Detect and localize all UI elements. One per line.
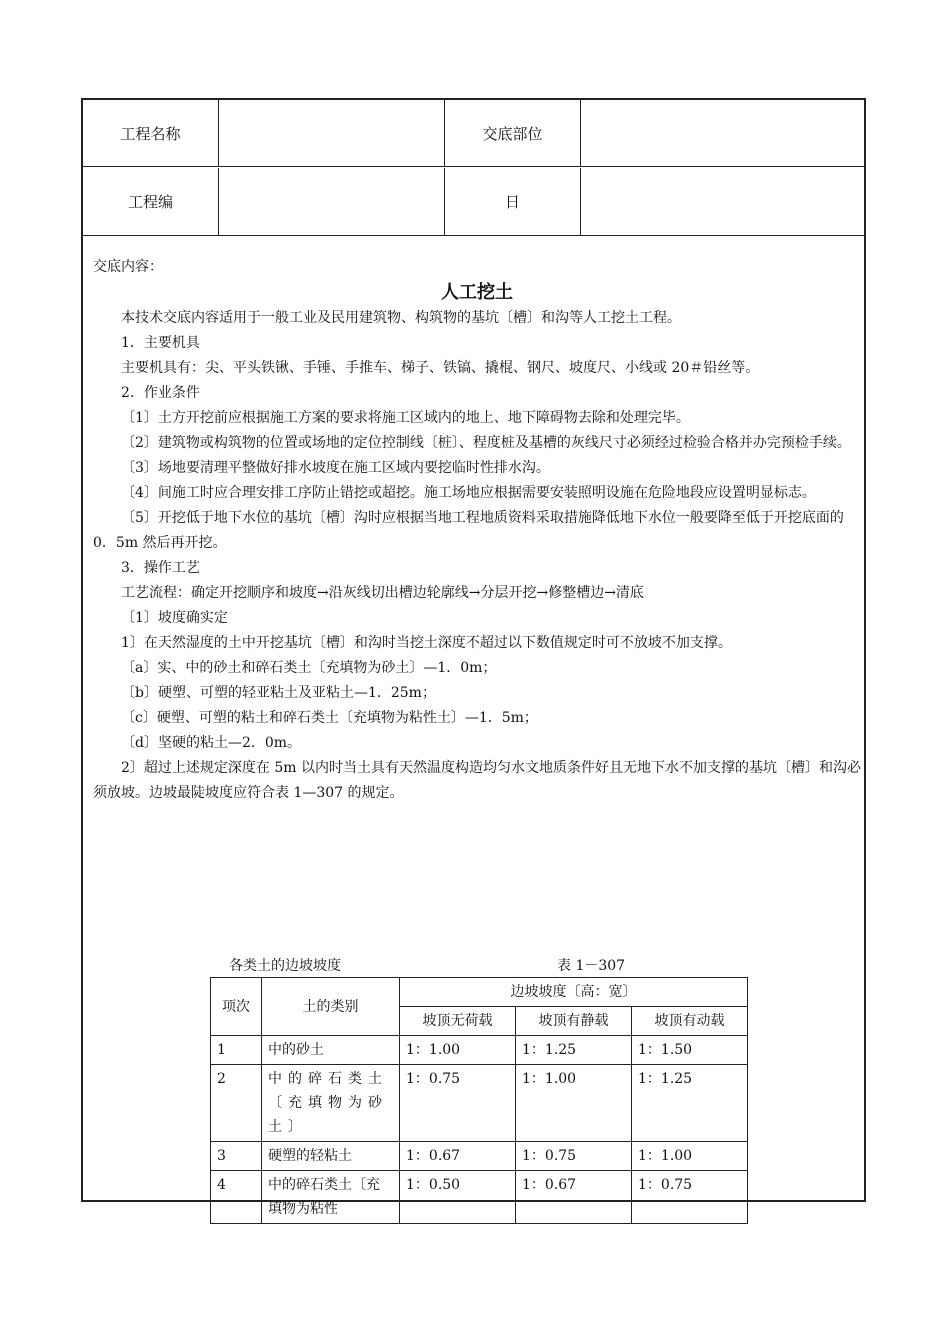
col-header-no-load: 坡顶无荷载 (400, 1007, 516, 1036)
briefing-content (93, 255, 861, 806)
paragraph: 主要机具有：尖、平头铁锹、手锤、手推车、梯子、铁镐、撬棍、钢尺、坡度尺、小线或 20＃铅丝等。 (121, 360, 760, 376)
content-label: 交底内容： (93, 259, 163, 275)
paragraph: 〔5〕开挖低于地下水位的基坑〔槽〕沟时应根据当地工程地质资料采取措施降低地下水位一般要降至低于开挖底面的 0．5m 然后再开挖。 (93, 510, 844, 551)
row-soil-type: 中的砂土 (262, 1036, 400, 1065)
row-static-load: 1：0.67 (516, 1171, 632, 1224)
row-no-load: 1：0.67 (400, 1142, 516, 1171)
row-no: 3 (211, 1142, 262, 1171)
project-name-value (219, 100, 445, 166)
col-header-dynamic-load: 坡顶有动载 (632, 1007, 748, 1036)
document-frame (81, 98, 866, 1217)
row-static-load: 1：1.00 (516, 1065, 632, 1142)
table-row (211, 1142, 748, 1171)
row-no: 2 (211, 1065, 262, 1142)
row-no-load: 1：1.00 (400, 1036, 516, 1065)
paragraph: 〔c〕硬塑、可塑的粘土和碎石类土〔充填物为粘性土〕—1．5m； (121, 710, 538, 726)
row-static-load: 1：0.75 (516, 1142, 632, 1171)
header-table (83, 100, 864, 236)
row-no-load: 1：0.75 (400, 1065, 516, 1142)
section-heading: 3．操作工艺 (121, 560, 200, 576)
paragraph: 工艺流程：确定开挖顺序和坡度→沿灰线切出槽边轮廓线→分层开挖→修整槽边→清底 (121, 585, 644, 601)
header-row (83, 168, 864, 235)
section-heading: 1．主要机具 (121, 335, 200, 351)
col-header-static-load: 坡顶有静载 (516, 1007, 632, 1036)
paragraph: 〔3〕场地要清理平整做好排水坡度在施工区域内要挖临时性排水沟。 (121, 460, 550, 476)
table-number: 表 1－307 (557, 958, 626, 974)
row-soil-type: 硬塑的轻粘土 (262, 1142, 400, 1171)
project-name-label: 工程名称 (83, 100, 219, 166)
row-dynamic-load: 1：1.00 (632, 1142, 748, 1171)
row-dynamic-load: 1：0.75 (632, 1171, 748, 1224)
briefing-section-value (581, 100, 864, 166)
row-static-load: 1：1.25 (516, 1036, 632, 1065)
paragraph: 〔b〕硬塑、可塑的轻亚粘土及亚粘土—1．25m； (121, 685, 436, 701)
col-header-slope: 边坡坡度〔高：宽〕 (400, 978, 748, 1007)
paragraph: 〔4〕间施工时应合理安排工序防止错挖或超挖。施工场地应根据需要安装照明设施在危险地段应设置明显标志。 (121, 485, 816, 501)
row-no-load: 1：0.50 (400, 1171, 516, 1224)
row-dynamic-load: 1：1.50 (632, 1036, 748, 1065)
slope-table (210, 977, 748, 1224)
row-dynamic-load: 1：1.25 (632, 1065, 748, 1142)
project-number-value (219, 168, 445, 235)
paragraph: 〔1〕坡度确实定 (121, 610, 228, 626)
date-value (581, 168, 864, 235)
section-heading: 2．作业条件 (121, 385, 200, 401)
col-header-soil: 土的类别 (262, 978, 400, 1036)
col-header-no: 项次 (211, 978, 262, 1036)
header-row (83, 100, 864, 167)
table-caption: 各类土的边坡坡度 (229, 958, 341, 974)
table-header-row (211, 978, 748, 1007)
paragraph: 本技术交底内容适用于一般工业及民用建筑物、构筑物的基坑〔槽〕和沟等人工挖土工程。 (121, 310, 681, 326)
row-no: 4 (211, 1171, 262, 1224)
table-row (211, 1065, 748, 1142)
paragraph: 〔1〕土方开挖前应根据施工方案的要求将施工区域内的地上、地下障碍物去除和处理完毕。 (121, 410, 690, 426)
briefing-section-label: 交底部位 (445, 100, 581, 166)
paragraph: 〔a〕实、中的砂土和碎石类土〔充填物为砂土〕—1．0m； (121, 660, 497, 676)
paragraph: 〔d〕坚硬的粘土—2．0m。 (121, 735, 302, 751)
paragraph: 2〕超过上述规定深度在 5m 以内时当土具有天然温度构造均匀水文地质条件好且无地下水不加支撑的基坑〔槽〕和沟必须放坡。边坡最陡坡度应符合表 1—307 的规定。 (93, 760, 861, 801)
row-no: 1 (211, 1036, 262, 1065)
paragraph: 〔2〕建筑物或构筑物的位置或场地的定位控制线〔桩〕、程度桩及基槽的灰线尺寸必须经过检验合格并办完预检手续。 (121, 435, 851, 451)
paragraph: 1〕在天然湿度的土中开挖基坑〔槽〕和沟时当挖土深度不超过以下数值规定时可不放坡不加支撑。 (121, 635, 732, 651)
row-soil-type: 中的碎石类土〔充填物为砂土〕 (262, 1065, 400, 1142)
date-label: 日 (445, 168, 581, 235)
document-title: 人工挖土 (441, 282, 513, 303)
table-row (211, 1036, 748, 1065)
table-row (211, 1171, 748, 1224)
project-number-label: 工程编 (83, 168, 219, 235)
row-soil-type: 中的碎石类土〔充填物为粘性 (262, 1171, 400, 1224)
